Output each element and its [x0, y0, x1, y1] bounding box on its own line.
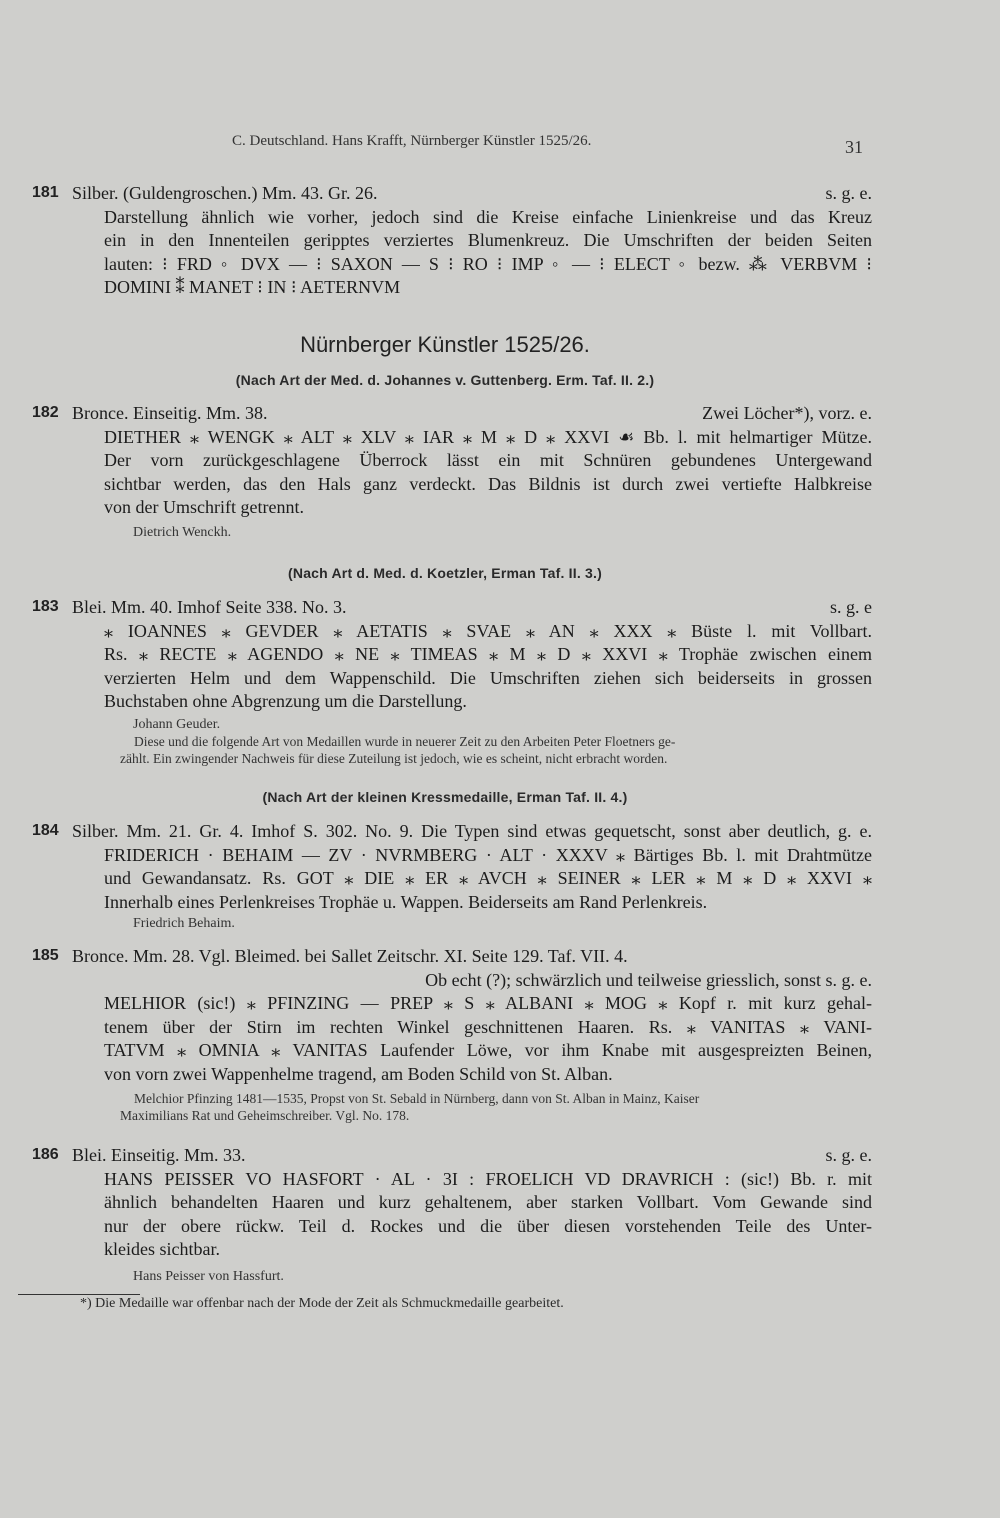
entry-line	[32, 182, 872, 206]
note-line: Diese und die folgende Art von Medaillen wurde in neuerer Zeit zu den Arbeiten Peter Floetners ge-	[134, 734, 676, 749]
subheading: (Nach Art der Med. d. Johannes v. Guttenberg. Erm. Taf. II. 2.)	[235, 372, 655, 388]
entry-line: ⁎ IOANNES ⁎ GEVDER ⁎ AETATIS ⁎ SVAE ⁎ AN ⁎ XXX ⁎ Büste l. mit Vollbart.	[104, 620, 872, 641]
entry-line	[32, 969, 872, 993]
entry-line: nur der obere rückw. Teil d. Rockes und die über diesen vorstehenden Teile des Unter-	[104, 1215, 872, 1236]
entry-number: 183	[32, 598, 59, 615]
note-line: zählt. Ein zwingender Nachweis für diese Zuteilung ist jedoch, wie es scheint, nicht erbracht worden.	[120, 751, 668, 766]
entry-line: ähnlich behandelten Haaren und kurz gehaltenem, aber starken Vollbart. Vom Gewande sind	[104, 1192, 872, 1212]
entry-line: lauten: ⁝ FRD ◦ DVX — ⁝ SAXON — S ⁝ RO ⁝ IMP ◦ — ⁝ ELECT ◦ bezw. ⁂ VERBVM ⁝	[104, 253, 872, 274]
entry-line: Buchstaben ohne Abgrenzung um die Darstellung.	[104, 691, 467, 711]
entry-number: 186	[32, 1146, 59, 1163]
entry-line: Silber. Mm. 21. Gr. 4. Imhof S. 302. No. 9. Die Typen sind etwas gequetscht, sonst aber deutlich, g. e.	[72, 821, 872, 841]
entry-182	[32, 402, 872, 520]
entry-186	[32, 1144, 872, 1262]
entry-line: FRIDERICH · BEHAIM — ZV · NVRMBERG · ALT · XXXV ⁎ Bärtiges Bb. l. mit Drahtmütze	[104, 844, 872, 865]
footnote: *) Die Medaille war offenbar nach der Mode der Zeit als Schmuckmedaille gearbeitet.	[80, 1296, 564, 1311]
entry-line: ein in den Innenteilen geripptes verziertes Blumenkreuz. Die Umschriften der beiden Seiten	[104, 230, 872, 250]
entry-line: und Gewandansatz. Rs. GOT ⁎ DIE ⁎ ER ⁎ AVCH ⁎ SEINER ⁎ LER ⁎ M ⁎ D ⁎ XXVI ⁎	[104, 868, 872, 888]
entry-line: kleides sichtbar.	[104, 1239, 220, 1259]
entry-grade: s. g. e	[830, 597, 872, 617]
entry-185	[32, 945, 872, 1086]
person-name: Johann Geuder.	[133, 717, 221, 732]
page-number: 31	[845, 137, 863, 157]
entry-grade: Zwei Löcher*), vorz. e.	[702, 403, 872, 423]
entry-header-left: Blei. Einseitig. Mm. 33.	[72, 1145, 246, 1165]
person-name: Hans Peisser von Hassfurt.	[133, 1269, 284, 1284]
entry-line: verzierten Helm und dem Wappenschild. Die Umschriften ziehen sich beiderseits in grossen	[104, 667, 872, 688]
entry-line: DOMINI ⁑ MANET ⁝ IN ⁝ AETERNVM	[104, 277, 401, 297]
entry-number: 182	[32, 404, 59, 421]
entry-line: MELHIOR (sic!) ⁎ PFINZING — PREP ⁎ S ⁎ ALBANI ⁎ MOG ⁎ Kopf r. mit kurz gehal-	[104, 993, 872, 1013]
editorial-note	[120, 1090, 870, 1124]
entry-line: tenem über der Stirn im rechten Winkel geschnittenen Haaren. Rs. ⁎ VANITAS ⁎ VANI-	[104, 1016, 872, 1037]
note-line: Maximilians Rat und Geheimschreiber. Vgl. No. 178.	[120, 1108, 410, 1123]
entry-number: 181	[32, 184, 59, 201]
entry-line	[32, 1144, 872, 1168]
section-title: Nürnberger Künstler 1525/26.	[300, 332, 590, 357]
entry-number: 184	[32, 822, 59, 839]
entry-line: sichtbar werden, das den Hals ganz verdeckt. Das Bildnis ist durch zwei vertiefte Halbkreise	[104, 473, 872, 494]
entry-line: Rs. ⁎ RECTE ⁎ AGENDO ⁎ NE ⁎ TIMEAS ⁎ M ⁎ D ⁎ XXVI ⁎ Trophäe zwischen einem	[104, 644, 872, 664]
entry-line: von der Umschrift getrennt.	[104, 497, 304, 517]
entry-181	[32, 182, 872, 300]
note-line: Melchior Pfinzing 1481—1535, Propst von St. Sebald in Nürnberg, dann von St. Alban in Mainz, Kaiser	[134, 1091, 700, 1106]
entry-condition: Ob echt (?); schwärzlich und teilweise griesslich, sonst s. g. e.	[425, 969, 872, 990]
entry-line: Der vorn zurückgeschlagene Überrock lässt ein mit Schnüren gebundenes Untergewand	[104, 450, 872, 470]
entry-line: Darstellung ähnlich wie vorher, jedoch sind die Kreise einfache Linienkreise und das Kreuz	[104, 206, 872, 227]
entry-grade: s. g. e.	[825, 1145, 872, 1165]
entry-line: Bronce. Mm. 28. Vgl. Bleimed. bei Sallet Zeitschr. XI. Seite 129. Taf. VII. 4.	[72, 946, 628, 966]
entry-line: TATVM ⁎ OMNIA ⁎ VANITAS Laufender Löwe, vor ihm Knabe mit ausgespreizten Beinen,	[104, 1040, 872, 1060]
entry-header-left: Bronce. Einseitig. Mm. 38.	[72, 403, 268, 423]
editorial-note	[120, 733, 870, 767]
person-name: Dietrich Wenckh.	[133, 525, 232, 540]
entry-184	[32, 820, 872, 914]
subheading: (Nach Art der kleinen Kressmedaille, Erman Taf. II. 4.)	[262, 789, 628, 805]
entry-number: 185	[32, 947, 59, 964]
subheading: (Nach Art d. Med. d. Koetzler, Erman Taf. II. 3.)	[288, 565, 602, 581]
entry-line: Innerhalb eines Perlenkreises Trophäe u. Wappen. Beiderseits am Rand Perlenkreis.	[104, 891, 708, 912]
running-head: C. Deutschland. Hans Krafft, Nürnberger Künstler 1525/26.	[232, 133, 592, 149]
entry-line	[32, 402, 872, 426]
entry-header-left: Blei. Mm. 40. Imhof Seite 338. No. 3.	[72, 597, 347, 617]
footnote-divider	[18, 1294, 140, 1295]
person-name: Friedrich Behaim.	[133, 916, 235, 931]
entry-183	[32, 596, 872, 714]
entry-line: DIETHER ⁎ WENGK ⁎ ALT ⁎ XLV ⁎ IAR ⁎ M ⁎ D ⁎ XXVI ☙ Bb. l. mit helmartiger Mütze.	[104, 426, 872, 447]
entry-line: von vorn zwei Wappenhelme tragend, am Boden Schild von St. Alban.	[104, 1063, 613, 1084]
entry-line: HANS PEISSER VO HASFORT · AL · 3I : FROELICH VD DRAVRICH : (sic!) Bb. r. mit	[104, 1168, 872, 1189]
entry-line	[32, 596, 872, 620]
entry-grade: s. g. e.	[825, 183, 872, 203]
entry-header-left: Silber. (Guldengroschen.) Mm. 43. Gr. 26.	[72, 183, 378, 203]
